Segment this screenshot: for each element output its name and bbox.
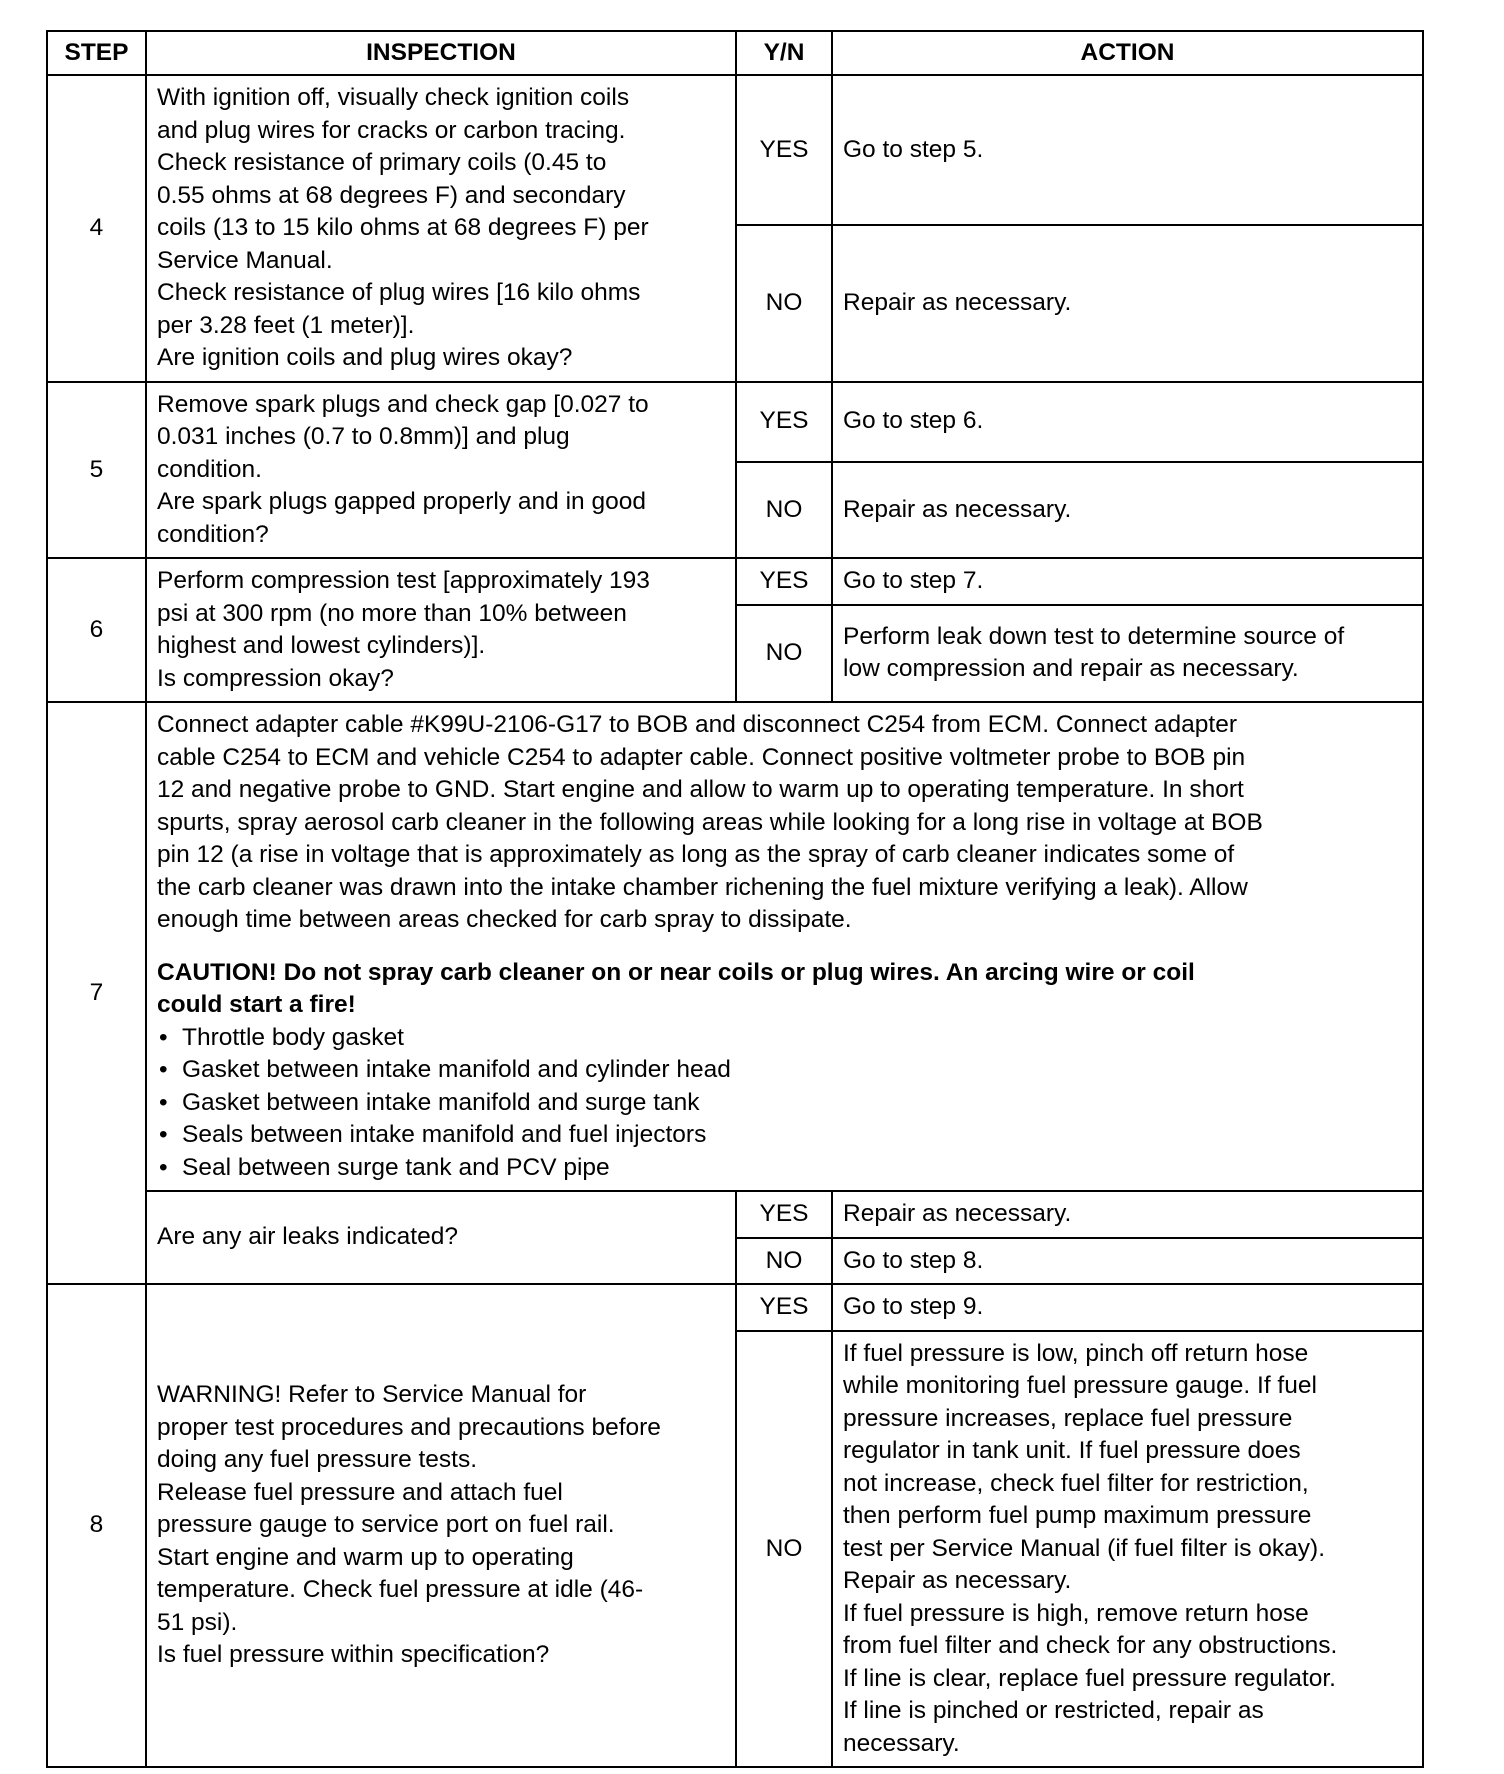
diagnostic-table: [46, 30, 1424, 1768]
header-step: STEP: [47, 31, 146, 75]
inspection-line: per 3.28 feet (1 meter)].: [157, 311, 415, 339]
step-8-inspection: [146, 1284, 736, 1767]
no-label: NO: [736, 462, 832, 559]
step-5-yes-action: Go to step 6.: [832, 382, 1423, 462]
action-line: necessary.: [843, 1729, 960, 1757]
step-7-no-action: Go to step 8.: [832, 1238, 1423, 1285]
action-line: regulator in tank unit. If fuel pressure does: [843, 1437, 1301, 1464]
step-8-no-action: [832, 1331, 1423, 1768]
inspection-line: temperature. Check fuel pressure at idle (46-: [157, 1576, 644, 1604]
step-7-procedure: [146, 702, 1423, 1191]
caution-note: [157, 957, 1412, 1022]
inspection-line: highest and lowest cylinders)].: [157, 632, 486, 659]
action-line: not increase, check fuel filter for restriction,: [843, 1469, 1309, 1497]
list-item: • Gasket between intake manifold and cylinder head: [157, 1054, 1412, 1087]
action-line: test per Service Manual (if fuel filter is okay).: [843, 1534, 1326, 1562]
no-label: NO: [736, 605, 832, 703]
step-8-yes-action: Go to step 9.: [832, 1284, 1423, 1331]
step-number: 6: [47, 558, 146, 702]
action-line: low compression and repair as necessary.: [843, 655, 1299, 683]
inspection-line: Check resistance of primary coils (0.45 to: [157, 149, 607, 176]
inspection-line: and plug wires for cracks or carbon tracing.: [157, 116, 626, 144]
step-4-yes-row: [47, 75, 1423, 225]
step-number: 5: [47, 382, 146, 559]
step-6-inspection: [146, 558, 736, 702]
procedure-line: enough time between areas checked for carb spray to dissipate.: [157, 906, 852, 933]
no-label: NO: [736, 1238, 832, 1285]
header-row: [47, 31, 1423, 75]
step-7-question: Are any air leaks indicated?: [146, 1191, 736, 1284]
procedure-line: pin 12 (a rise in voltage that is approximately as long as the spray of carb cleaner indicates some of: [157, 841, 1235, 868]
caution-line: CAUTION! Do not spray carb cleaner on or near coils or plug wires. An arcing wire or coil: [157, 958, 1195, 986]
step-4-inspection: [146, 75, 736, 382]
step-number: 7: [47, 702, 146, 1284]
inspection-line: Start engine and warm up to operating: [157, 1543, 574, 1571]
inspection-line: condition?: [157, 520, 269, 548]
step-4-yes-action: Go to step 5.: [832, 75, 1423, 225]
step-6-no-action: [832, 605, 1423, 703]
inspection-line: condition.: [157, 455, 262, 483]
action-line: If fuel pressure is low, pinch off return hose: [843, 1339, 1309, 1367]
no-label: NO: [736, 1331, 832, 1768]
step-7-procedure-row: [47, 702, 1423, 1191]
inspection-line: proper test procedures and precautions before: [157, 1413, 661, 1441]
step-number: 8: [47, 1284, 146, 1767]
action-line: from fuel filter and check for any obstructions.: [843, 1632, 1338, 1659]
inspection-line: doing any fuel pressure tests.: [157, 1446, 478, 1474]
step-number: 4: [47, 75, 146, 382]
list-item: • Seal between surge tank and PCV pipe: [157, 1152, 1412, 1185]
step-6-yes-action: Go to step 7.: [832, 558, 1423, 605]
action-line: If fuel pressure is high, remove return hose: [843, 1599, 1309, 1627]
yes-label: YES: [736, 382, 832, 462]
list-item: • Seals between intake manifold and fuel injectors: [157, 1119, 1412, 1152]
action-line: Repair as necessary.: [843, 1567, 1072, 1594]
action-line: Perform leak down test to determine source of: [843, 622, 1345, 650]
header-action: ACTION: [832, 31, 1423, 75]
inspection-line: 51 psi).: [157, 1608, 238, 1636]
inspection-line: psi at 300 rpm (no more than 10% between: [157, 599, 627, 627]
procedure-line: Connect adapter cable #K99U-2106-G17 to BOB and disconnect C254 from ECM. Connect adapter: [157, 711, 1237, 738]
inspection-line: 0.55 ohms at 68 degrees F) and secondary: [157, 181, 626, 209]
inspection-line: Release fuel pressure and attach fuel: [157, 1478, 563, 1506]
header-yn: Y/N: [736, 31, 832, 75]
inspection-line: Service Manual.: [157, 246, 333, 274]
inspection-line: coils (13 to 15 kilo ohms at 68 degrees F) per: [157, 214, 649, 241]
yes-label: YES: [736, 75, 832, 225]
yes-label: YES: [736, 558, 832, 605]
caution-line: could start a fire!: [157, 991, 356, 1018]
inspection-line: Remove spark plugs and check gap [0.027 to: [157, 390, 649, 418]
inspection-line: pressure gauge to service port on fuel rail.: [157, 1511, 615, 1539]
list-item: • Gasket between intake manifold and surge tank: [157, 1087, 1412, 1120]
procedure-line: 12 and negative probe to GND. Start engine and allow to warm up to operating temperature. In short: [157, 776, 1244, 803]
step-7-yes-action: Repair as necessary.: [832, 1191, 1423, 1238]
procedure-line: spurts, spray aerosol carb cleaner in the following areas while looking for a long rise in voltage at BOB: [157, 808, 1263, 836]
inspection-line: With ignition off, visually check ignition coils: [157, 84, 630, 111]
leak-check-list: [157, 1022, 1412, 1185]
step-4-no-action: Repair as necessary.: [832, 225, 1423, 382]
step-7-yes-row: [47, 1191, 1423, 1238]
step-5-inspection: [146, 382, 736, 559]
step-5-no-action: Repair as necessary.: [832, 462, 1423, 559]
inspection-line: Are ignition coils and plug wires okay?: [157, 344, 573, 371]
inspection-line: WARNING! Refer to Service Manual for: [157, 1381, 587, 1409]
action-line: then perform fuel pump maximum pressure: [843, 1502, 1312, 1529]
action-line: while monitoring fuel pressure gauge. If fuel: [843, 1372, 1317, 1399]
inspection-line: Is compression okay?: [157, 664, 394, 692]
inspection-line: Are spark plugs gapped properly and in good: [157, 488, 646, 515]
yes-label: YES: [736, 1191, 832, 1238]
yes-label: YES: [736, 1284, 832, 1331]
no-label: NO: [736, 225, 832, 382]
step-6-yes-row: [47, 558, 1423, 605]
step-5-yes-row: [47, 382, 1423, 462]
inspection-line: Perform compression test [approximately 193: [157, 567, 650, 594]
inspection-line: Check resistance of plug wires [16 kilo ohms: [157, 279, 641, 306]
step-8-yes-row: [47, 1284, 1423, 1331]
procedure-line: the carb cleaner was drawn into the intake chamber richening the fuel mixture verifying a leak). Allow: [157, 873, 1248, 901]
inspection-line: 0.031 inches (0.7 to 0.8mm)] and plug: [157, 423, 570, 450]
action-line: If line is clear, replace fuel pressure regulator.: [843, 1664, 1336, 1692]
procedure-line: cable C254 to ECM and vehicle C254 to adapter cable. Connect positive voltmeter probe to BOB pin: [157, 743, 1246, 771]
inspection-line: Is fuel pressure within specification?: [157, 1641, 550, 1669]
action-line: If line is pinched or restricted, repair as: [843, 1697, 1264, 1724]
list-item: • Throttle body gasket: [157, 1022, 1412, 1055]
header-inspection: INSPECTION: [146, 31, 736, 75]
action-line: pressure increases, replace fuel pressure: [843, 1404, 1293, 1432]
